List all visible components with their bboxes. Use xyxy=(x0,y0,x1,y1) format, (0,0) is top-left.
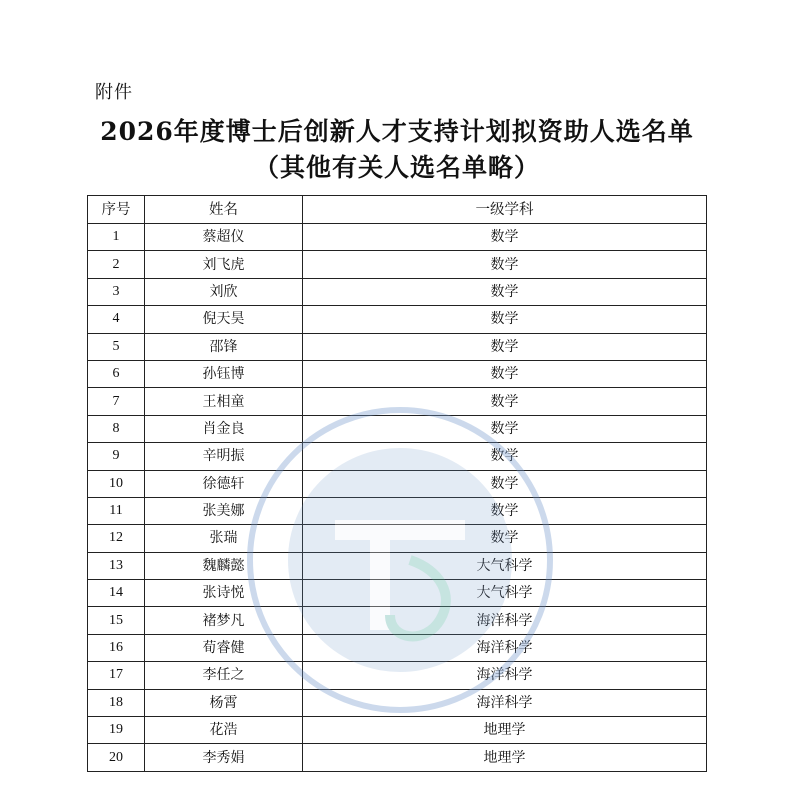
row-subject: 数学 xyxy=(303,278,707,305)
row-subject: 地理学 xyxy=(303,717,707,744)
row-subject: 数学 xyxy=(303,443,707,470)
table-row xyxy=(88,388,707,415)
row-number: 11 xyxy=(88,497,145,524)
attachment-label: 附件 xyxy=(95,82,133,103)
row-number: 2 xyxy=(88,251,145,278)
row-name: 王相童 xyxy=(145,388,303,415)
row-number: 14 xyxy=(88,580,145,607)
row-name: 魏麟懿 xyxy=(145,552,303,579)
row-number: 3 xyxy=(88,278,145,305)
row-number: 10 xyxy=(88,470,145,497)
table-row xyxy=(88,634,707,661)
table-row xyxy=(88,306,707,333)
row-name: 倪天昊 xyxy=(145,306,303,333)
row-subject: 海洋科学 xyxy=(303,607,707,634)
row-number: 20 xyxy=(88,744,145,771)
table-row xyxy=(88,552,707,579)
table-row xyxy=(88,744,707,771)
row-number: 15 xyxy=(88,607,145,634)
row-number: 6 xyxy=(88,360,145,387)
table-row xyxy=(88,470,707,497)
row-number: 16 xyxy=(88,634,145,661)
row-subject: 海洋科学 xyxy=(303,662,707,689)
row-name: 辛明振 xyxy=(145,443,303,470)
table-row xyxy=(88,607,707,634)
row-subject: 数学 xyxy=(303,306,707,333)
row-subject: 数学 xyxy=(303,525,707,552)
row-subject: 数学 xyxy=(303,360,707,387)
row-name: 刘欣 xyxy=(145,278,303,305)
row-name: 孙钰博 xyxy=(145,360,303,387)
table-row xyxy=(88,689,707,716)
row-name: 徐德轩 xyxy=(145,470,303,497)
row-name: 邵锋 xyxy=(145,333,303,360)
row-subject: 地理学 xyxy=(303,744,707,771)
row-name: 花浩 xyxy=(145,717,303,744)
row-name: 杨霄 xyxy=(145,689,303,716)
table-row xyxy=(88,333,707,360)
row-name: 肖金良 xyxy=(145,415,303,442)
row-name: 李任之 xyxy=(145,662,303,689)
table-row xyxy=(88,224,707,251)
row-subject: 数学 xyxy=(303,251,707,278)
row-name: 张瑞 xyxy=(145,525,303,552)
row-number: 17 xyxy=(88,662,145,689)
row-subject: 数学 xyxy=(303,333,707,360)
row-name: 褚梦凡 xyxy=(145,607,303,634)
row-number: 5 xyxy=(88,333,145,360)
row-subject: 大气科学 xyxy=(303,552,707,579)
row-number: 4 xyxy=(88,306,145,333)
row-name: 李秀娟 xyxy=(145,744,303,771)
row-name: 荀睿健 xyxy=(145,634,303,661)
table-header-row xyxy=(88,196,707,224)
column-header-number: 序号 xyxy=(88,196,145,224)
table-row xyxy=(88,251,707,278)
row-subject: 大气科学 xyxy=(303,580,707,607)
row-number: 8 xyxy=(88,415,145,442)
row-name: 蔡超仪 xyxy=(145,224,303,251)
row-name: 张美娜 xyxy=(145,497,303,524)
candidate-table xyxy=(87,195,707,772)
row-subject: 数学 xyxy=(303,497,707,524)
table-row xyxy=(88,662,707,689)
table-row xyxy=(88,360,707,387)
row-number: 12 xyxy=(88,525,145,552)
table-row xyxy=(88,525,707,552)
table-body xyxy=(88,224,707,772)
table-row xyxy=(88,278,707,305)
row-number: 7 xyxy=(88,388,145,415)
row-subject: 海洋科学 xyxy=(303,634,707,661)
table-row xyxy=(88,497,707,524)
column-header-subject: 一级学科 xyxy=(303,196,707,224)
document-subtitle: （其他有关人选名单略） xyxy=(253,153,540,182)
row-name: 刘飞虎 xyxy=(145,251,303,278)
row-subject: 数学 xyxy=(303,224,707,251)
table-row xyxy=(88,443,707,470)
row-subject: 数学 xyxy=(303,470,707,497)
row-subject: 数学 xyxy=(303,415,707,442)
row-name: 张诗悦 xyxy=(145,580,303,607)
table-row xyxy=(88,415,707,442)
row-number: 13 xyxy=(88,552,145,579)
column-header-name: 姓名 xyxy=(145,196,303,224)
row-number: 1 xyxy=(88,224,145,251)
document-title: 2026年度博士后创新人才支持计划拟资助人选名单 xyxy=(100,117,694,146)
row-number: 9 xyxy=(88,443,145,470)
row-subject: 数学 xyxy=(303,388,707,415)
table-row xyxy=(88,717,707,744)
row-number: 18 xyxy=(88,689,145,716)
table-row xyxy=(88,580,707,607)
row-subject: 海洋科学 xyxy=(303,689,707,716)
row-number: 19 xyxy=(88,717,145,744)
